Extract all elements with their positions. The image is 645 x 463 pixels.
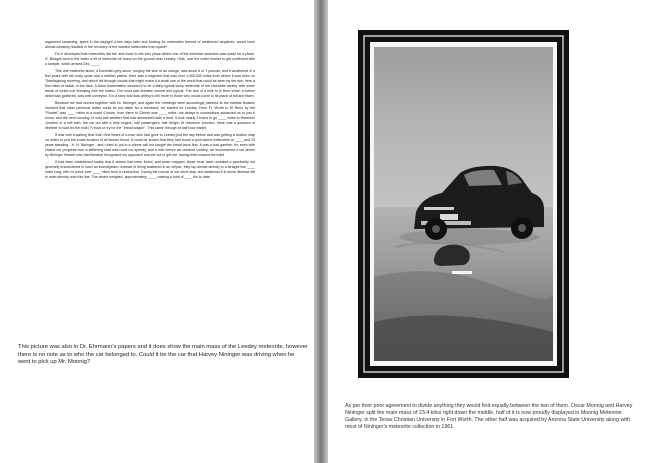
right-page-caption: As per their prior agreement to divide anything they would find equally between the two of them. Oscar Monnig and Harvey Nininger split the main mass of 23.4 kilos right down the middle, half of it is now proudly displayed in Monnig Meteorite Gallery, in the Texas Christian University in Fort Worth. The other half was acquired by Arizona State University along with most of Nininger's meteorite collection in 1961. [345, 403, 633, 431]
left-page [0, 0, 314, 463]
typed-paragraph: It was with a waiting time that I first heard of a man who had gone to Leedey just the day before and was getting a section map on which to plot the exact location of all stones found. It could be known that they had found a spot where meteorites of ____ and 23 years standing - H. H. Nininger - and I tried to put in a phone call but caught the bread truck first. It was a bad gamble, for, even with chains our progress over a slithering road was none too speedy, and a mile before we reached Leedey, we encountered a car driven by Nininger himself who had likewise recognized my approach and set out to get me, having tried missed the train! [45, 132, 255, 157]
typed-paragraph: Because we had moved together with Dr. Nininger, and again the meetings were accordingly planned at the earliest feasible moment that other personal duties could be put aside for a weekend, we started for Leedey. From Ft. Worth to El Reno by the "Rocket" was ____ miles in a scant 4 hours, from there to Clinton was ____ miles, but delays in connections advanced us to just 6 hours, and the next morning, in cold wet weather that had descended with a front, it took nearly 3 hours to go ____ miles to Hammon Junction in a mill train, the car out with a dirty engine, half passengers, half freight. At Hammon Junction, there was a question of whether to wait for the mail (?) truck or try for the "bread wagon". This came through at half hour earlier. [45, 101, 255, 130]
typed-paragraph: For it developed that meteorites did fall, and close to the very place where one of the intensive searches was made for a plane. G. Bridges sent to the writer a bit of meteorite he found on the ground near Leedey, Okla., and the writer hurried to get confirmed with a sample, which arrived Dec. ____. [45, 52, 255, 66]
frame-scallop-edge [358, 30, 569, 378]
photo-scalloped-frame [358, 30, 569, 378]
typed-paragraph: This one meteorite alone, a brownish-grey stone, roughly the size of an orange, was about 6 or 7 pounds, and it weathered in a few years with fair rusty spots and a reddish patina. Here was a fragment that was over 1,000,000 miles from where it was seen on Thanksgiving morning, and which fell through clouds that might make it a small one of the world that could be seen by the eye, here a few miles of radial, in the dark. A close examination showed it to be a fairly typical stony meteorite of the chondrite variety, with some areas of nickel-iron breaking with the matrix. The crust was likewise normal and typical. The rest of a mile to it, from which a further detail was gathered, was well surveyed. It is a story and was willing to tell more to those who would come to its place of fall and listen. [45, 69, 255, 98]
left-page-caption: This picture was also in Dr. Ehrmann's papers and it does show the main mass of the Leedey meteorite, however there is no note as to who the car belonged to. Could it be the car that Harvey Nininger was driving when he went to pick up Mr. Monnig? [18, 344, 308, 366]
typed-paragraph: organized searching, spent in the daylight a few days later and looking for meteorites formed of weathered airplanes, would have almost certainly resulted in the recovery of the wanted meteorites from space! [45, 40, 255, 49]
typed-paragraph: It had been established locally that 6 stones had been found, and when mapped, these must have revealed a peculiarity not generally encountered in such an investigation: instead of being scattered in an ellipse, they lay almost directly in a straight line ____ miles long, with no piece over ____ miles from a central line. During the course of our short stay, one additional 6 lb stone likewise fell in most directly onto this line. The others weighed, approximately ____, making a total of ____ lbs to date. [45, 159, 255, 179]
book-gutter [314, 0, 328, 463]
typed-document-text [45, 40, 255, 182]
